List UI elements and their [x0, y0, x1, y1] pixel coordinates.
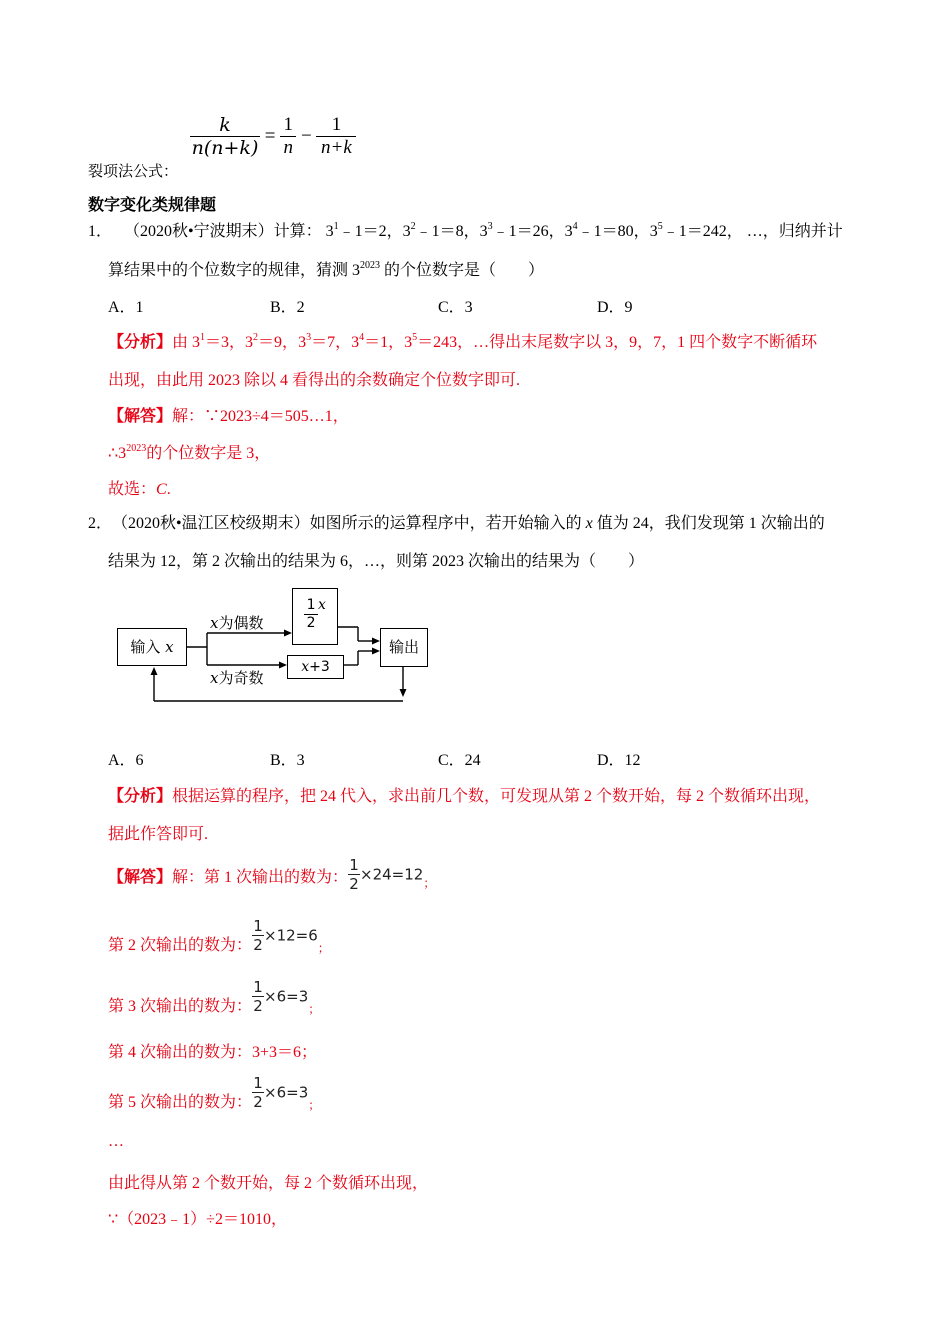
- power-term: $3^3=7$，: [298, 332, 352, 351]
- q2-conclusion: 由此得从第 2 个数开始，每 2 个数循环出现，: [108, 1175, 429, 1192]
- q1-option-a[interactable]: A．1: [108, 299, 144, 316]
- q2-answer-step2: 第 2 次输出的数为： $\frac{1}{2}$ $\times 12=6_;$: [108, 917, 330, 955]
- even-condition-label: x为偶数: [210, 614, 264, 632]
- power-term: $3^4=1$，: [351, 332, 405, 351]
- q1-option-c[interactable]: C．3: [438, 299, 473, 316]
- q1-analysis-powers: [192, 334, 473, 351]
- power-term: $3^3﹣1=26$，: [479, 221, 565, 240]
- q2-because: ∵（2023﹣1）÷2＝1010，: [108, 1211, 287, 1228]
- odd-condition-label: x为奇数: [210, 669, 264, 687]
- q2-line2: 结果为 12，第 2 次输出的结果为 6，…，则第 2023 次输出的结果为（ ）: [108, 553, 645, 570]
- formula-label: 裂项法公式：: [88, 162, 179, 180]
- power-term: $3^1﹣1=2$，: [325, 221, 403, 240]
- half-fraction: $\frac{1}{2}$: [304, 597, 318, 632]
- formula-lhs-fraction: $\frac{k}{n(n+k)}$: [191, 114, 259, 159]
- power-term: $3^5=243$，: [404, 332, 474, 351]
- q1-choice: 故选：C.: [108, 481, 171, 498]
- half-x-box: $\frac{1}{2}$ x: [292, 588, 338, 645]
- power-term: $3^2﹣1=8$，: [402, 221, 480, 240]
- q2-answer-step1: 【解答】解：第 1 次输出的数为： $\frac{1}{2}$ $\times 24=12_;$: [108, 856, 436, 893]
- formula-r2-fraction: $\frac{1}{n+k}$: [316, 114, 356, 159]
- q1-answer-line1: 【解答】解：∵2023÷4＝505…1，: [108, 408, 349, 425]
- q2-answer-step5: 第 5 次输出的数为： $\frac{1}{2}$ $\times 6=3_;$: [108, 1074, 321, 1112]
- section-title: 数字变化类规律题: [88, 195, 217, 214]
- step3-math: $\frac{1}{2}$ ×6=3: [253, 978, 309, 1015]
- output-box: 输出: [380, 628, 428, 667]
- step1-math: $\frac{1}{2}$ ×24=12: [349, 856, 424, 893]
- q2-option-c[interactable]: C．24: [438, 752, 481, 769]
- power-term: $3^2=9$，: [245, 332, 299, 351]
- formula-r1-fraction: $\frac{1}{n}$: [280, 114, 296, 159]
- q2-answer-step3: 第 3 次输出的数为： $\frac{1}{2}$ $\times 6=3_;$: [108, 978, 321, 1016]
- q1-line2: 算结果中的个位数字的规律，猜测 $3^{2023}$ 的个位数字是（ ）: [108, 260, 545, 279]
- q1-line1: 1． （2020秋•宁波期末）计算： $3^1﹣1=2$，$3^2﹣1=8$，$3^3﹣1=26$，$3^4﹣1=80$，$3^5﹣1=242$， …，归纳并计: [88, 221, 843, 240]
- plus-three-box: x+3: [287, 655, 344, 679]
- split-term-formula: $\frac{k}{n(n+k)}$ = $\frac{1}{n}$ − $\frac{1}{n+k}$: [190, 114, 356, 159]
- q2-option-b[interactable]: B．3: [270, 752, 305, 769]
- q2-option-a[interactable]: A．6: [108, 752, 144, 769]
- q1-option-b[interactable]: B．2: [270, 299, 305, 316]
- q1-option-d[interactable]: D．9: [597, 299, 633, 316]
- q2-analysis-line1: 【分析】根据运算的程序，把 24 代入，求出前几个数，可发现从第 2 个数开始，每 2 个数循环出现，: [108, 788, 821, 805]
- flow-diagram: [110, 585, 440, 710]
- step2-math: $\frac{1}{2}$ ×12=6: [253, 917, 318, 954]
- step5-math: $\frac{1}{2}$ ×6=3: [253, 1074, 309, 1111]
- power-term: $3^1=3$，: [192, 332, 246, 351]
- q2-analysis-line2: 据此作答即可.: [108, 826, 209, 843]
- q1-analysis-line1: 【分析】由 $3^1=3$，$3^2=9$，$3^3=7$，$3^4=1$，$3^5=243$，…得出末尾数字以 3，9，7，1 四个数字不断循环: [108, 332, 818, 351]
- q2-line1: 2． （2020秋•温江区校级期末）如图所示的运算程序中，若开始输入的 x 值为 24，我们发现第 1 次输出的: [88, 515, 825, 532]
- q1-powers: [326, 223, 743, 240]
- power-term: $3^5﹣1=242$，: [649, 221, 743, 240]
- q2-answer-step4: 第 4 次输出的数为：3+3＝6；: [108, 1044, 318, 1061]
- input-box: 输入 x: [117, 628, 187, 666]
- power-term: $3^4﹣1=80$，: [564, 221, 650, 240]
- q2-option-d[interactable]: D．12: [597, 752, 641, 769]
- q1-analysis-line2: 出现，由此用 2023 除以 4 看得出的余数确定个位数字即可.: [108, 372, 521, 389]
- q2-ellipsis: …: [108, 1133, 124, 1150]
- q1-answer-line2: $\therefore 3^{2023}$的个位数字是 3，: [108, 443, 271, 462]
